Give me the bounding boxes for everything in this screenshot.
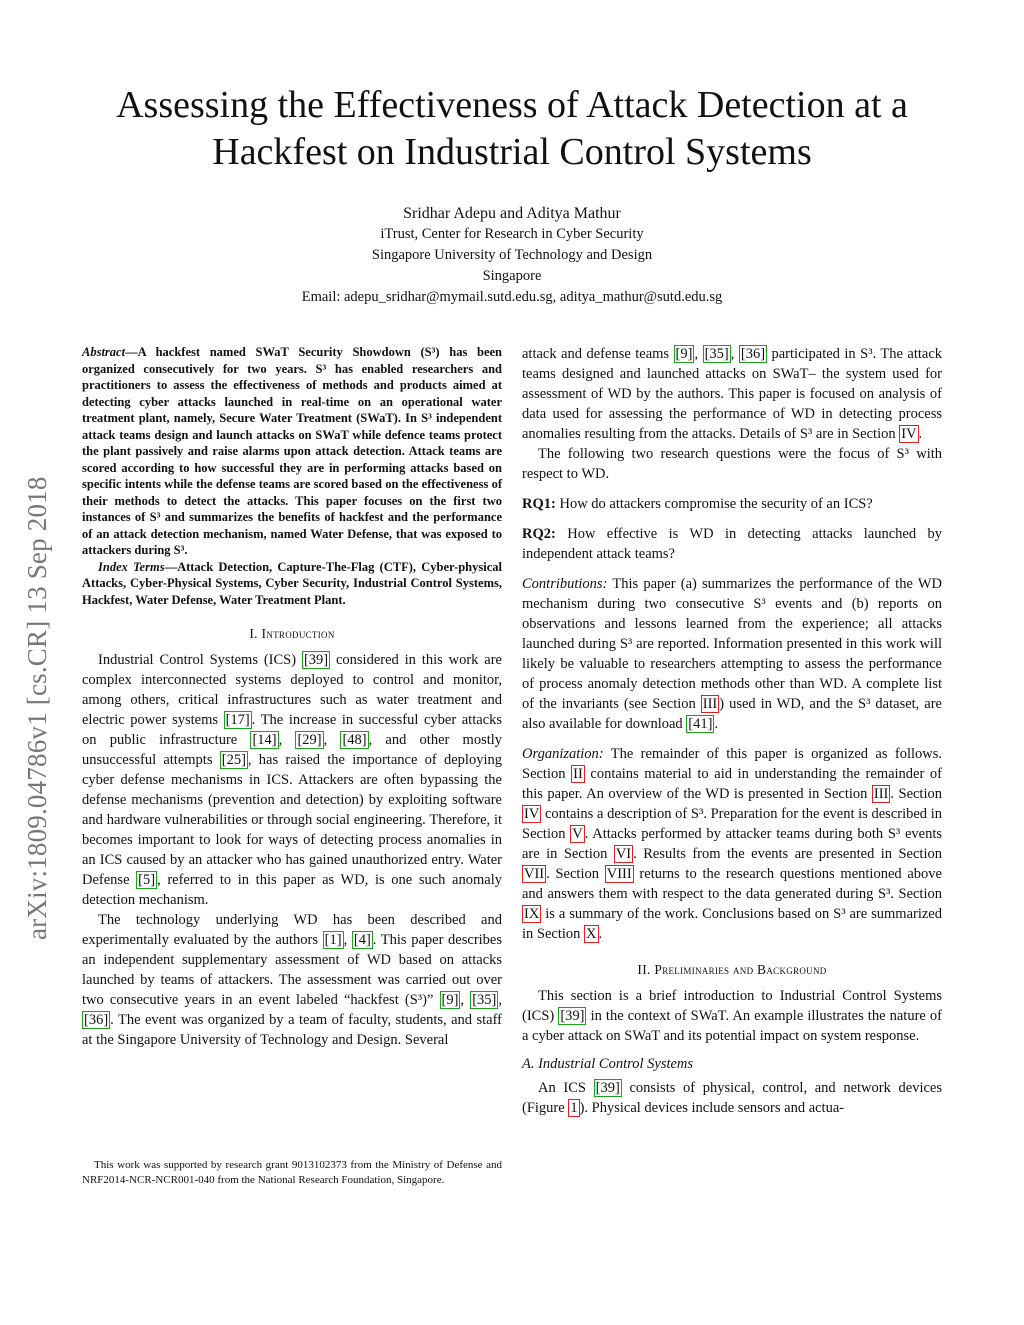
paragraph-text: ,	[730, 346, 739, 362]
paragraph-text: . This paper describes an independent supplementary assessment of WD based on attacks launched by teams of attackers. The assessment was carried out over two consecutive years in an event labeled “hackfest (S³)”	[82, 932, 503, 1008]
paragraph-text: ,	[694, 346, 703, 362]
cross-reference-link[interactable]: VI	[615, 846, 632, 862]
citation-link[interactable]: [25]	[221, 752, 246, 768]
paragraph-text: . Section	[890, 786, 942, 802]
author-block	[60, 203, 964, 308]
cross-reference-link[interactable]: VIII	[606, 866, 632, 882]
paragraph-text: attack and defense teams	[522, 346, 674, 362]
paragraph-text: This section is a brief introduction to Industrial Control Systems (ICS)	[522, 988, 942, 1024]
paragraph-text: , has raised the importance of deploying cyber defense mechanisms in ICS. Attackers are often bypassing the defense mechanisms (prevention and detection) by exploiting software and hardware vulnerabilities or through social engineering. Therefore, it becomes important to look for ways of detecting process anomalies in an ICS caused by an attacker who has gained unauthorized entry. Water Defense	[82, 752, 502, 888]
rq1-label: RQ1:	[522, 496, 556, 512]
cross-reference-link[interactable]: V	[572, 826, 583, 842]
subsection-heading-ics: A. Industrial Control Systems	[522, 1056, 694, 1072]
cross-reference-link[interactable]: II	[573, 766, 583, 782]
title-line-2: Hackfest on Industrial Control Systems	[212, 131, 812, 173]
citation-link[interactable]: [1]	[324, 932, 342, 948]
affiliation-line-3: Singapore	[482, 268, 542, 284]
cross-reference-link[interactable]: 1	[570, 1100, 578, 1116]
citation-link[interactable]: [17]	[225, 712, 250, 728]
cross-reference-link[interactable]: X	[586, 926, 597, 942]
paragraph-text: .	[918, 426, 923, 442]
section-heading-preliminaries	[522, 960, 942, 980]
organization-label: Organization:	[522, 746, 604, 762]
research-question-1	[522, 494, 942, 514]
title-line-1: Assessing the Effectiveness of Attack Detection at a	[116, 84, 908, 126]
paragraph-text: . Section	[546, 866, 605, 882]
citation-link[interactable]: [48]	[342, 732, 367, 748]
section-title: Introduction	[261, 626, 335, 641]
index-terms	[82, 559, 502, 609]
intro-paragraph-4: The following two research questions were the focus of S³ with respect to WD.	[522, 446, 942, 482]
citation-link[interactable]: [9]	[675, 346, 693, 362]
paragraph-text: , referred to in this paper as WD, is one such anomaly detection mechanism.	[82, 872, 502, 908]
index-terms-text: —Attack Detection, Capture-The-Flag (CTF), Cyber-physical Attacks, Cyber-Physical Systems, Cyber Security, Industrial Control Systems, Hackfest, Water Defense, Water Treatment Plant.	[82, 559, 502, 607]
paragraph-text: ,	[460, 992, 471, 1008]
paragraph-text: . Results from the events are presented in Section	[633, 846, 942, 862]
intro-paragraph-3	[522, 344, 942, 444]
citation-link[interactable]: [9]	[441, 992, 459, 1008]
research-question-2	[522, 524, 942, 564]
intro-paragraph-1	[82, 650, 502, 910]
paragraph-text: This paper (a) summarizes the performance of the WD mechanism during two consecutive S³ events and (b) reports on observations and lessons learned from the experience; all attacks launched during S³ are reported. Information presented in this work will likely be valuable to researchers attempting to assess the performance of process anomaly detection methods other than WD. A complete list of the invariants (see Section	[522, 576, 942, 712]
rq2-label: RQ2:	[522, 526, 556, 542]
abstract	[82, 344, 502, 559]
paragraph-text: ) used in WD, and the S³ dataset, are also available for download	[522, 696, 942, 732]
paragraph-text: ). Physical devices include sensors and actua-	[579, 1100, 845, 1116]
affiliation-line-1: iTrust, Center for Research in Cyber Security	[380, 226, 644, 242]
rq2-text: How effective is WD in detecting attacks launched by independent attack teams?	[522, 526, 942, 562]
abstract-text: —A hackfest named SWaT Security Showdown (S³) has been organized consecutively for two years. S³ has enabled researchers and practitioners to assess the effectiveness of methods and products aimed at detecting cyber attacks launched in real-time on an operational water treatment plant, namely, Secure Water Treatment (SWaT). In S³ independent attack teams design and launch attacks on SWaT while defence teams protect the plant passively and raise alarms upon attack detection. Attack teams are scored according to how successful they are in performing attacks based on specific intents while the defense teams are scored based on the effectiveness of their methods to detect the attacks. This paper focuses on the first two instances of S³ and summarizes the benefits of hackfest and the performance of an attack detection mechanism, named Water Defense, that was exposed to attackers during S³.	[82, 345, 502, 557]
paragraph-text: ,	[498, 992, 502, 1008]
contributions-label: Contributions:	[522, 576, 608, 592]
organization-body	[522, 746, 942, 943]
citation-link[interactable]: [41]	[688, 716, 713, 732]
paragraph-text: considered in this work are complex interconnected systems deployed to control and monitor, among others, critical infrastructures such as water treatment and electric power systems	[82, 652, 502, 728]
cross-reference-link[interactable]: IX	[524, 906, 540, 922]
citation-link[interactable]: [35]	[472, 992, 497, 1008]
section-title: Preliminaries and Background	[654, 962, 827, 977]
paragraph-text: The remainder of this paper is organized as follows. Section	[522, 746, 942, 782]
paragraph-text: Industrial Control Systems (ICS)	[98, 652, 302, 668]
paragraph-text: . The event was organized by a team of faculty, students, and staff at the Singapore University of Technology and Design. Several	[82, 1012, 502, 1048]
paragraph-text: consists of physical, control, and network devices (Figure	[522, 1080, 942, 1116]
contributions-body	[522, 576, 942, 733]
cross-reference-link[interactable]: IV	[901, 426, 917, 442]
paragraph-text: .	[598, 926, 603, 942]
affiliation-line-2: Singapore University of Technology and Design	[371, 247, 653, 263]
cross-reference-link[interactable]: IV	[524, 806, 540, 822]
left-column	[82, 344, 502, 1050]
citation-link[interactable]: [36]	[740, 346, 766, 362]
section-number: I.	[249, 626, 258, 641]
paragraph-text: returns to the research questions mentioned above and answers them with respect to the data generated during S³. Section	[522, 866, 942, 902]
right-column	[522, 344, 942, 1118]
author-emails: Email: adepu_sridhar@mymail.sutd.edu.sg, aditya_mathur@sutd.edu.sg	[301, 289, 723, 305]
paragraph-text: ,	[323, 732, 341, 748]
funding-footnote: This work was supported by research grant 9013102373 from the Ministry of Defense and NRF2014-NCR-NCR001-040 from the National Research Foundation, Singapore.	[82, 1159, 502, 1186]
citation-link[interactable]: [29]	[297, 732, 322, 748]
section-number: II.	[637, 962, 651, 977]
rq1-text: How do attackers compromise the security of an ICS?	[555, 496, 873, 512]
intro-paragraph-2	[82, 910, 502, 1050]
cross-reference-link[interactable]: III	[873, 786, 889, 802]
paragraph-text: in the context of SWaT. An example illustrates the nature of a cyber attack on SWaT and its potential impact on system response.	[522, 1008, 942, 1044]
paragraph-text: . The increase in successful cyber attacks on public infrastructure	[82, 712, 502, 748]
paragraph-text: contains a description of S³. Preparation for the event is described in Section	[522, 806, 942, 842]
index-terms-label: Index Terms	[98, 559, 165, 574]
paragraph-text: ,	[278, 732, 296, 748]
organization-paragraph	[522, 744, 942, 944]
paragraph-text: is a summary of the work. Conclusions based on S³ are summarized in Section	[522, 906, 942, 942]
paragraph-text: , and other mostly unsuccessful attempts	[82, 732, 503, 768]
citation-link[interactable]: [35]	[704, 346, 729, 362]
paragraph-text: contains material to aid in understanding the remainder of this paper. An overview of the WD is presented in Section	[522, 766, 943, 802]
ics-paragraph	[522, 1078, 942, 1118]
citation-link[interactable]: [39]	[560, 1008, 585, 1024]
abstract-label: Abstract	[82, 345, 126, 359]
cross-reference-link[interactable]: III	[702, 696, 718, 712]
author-names: Sridhar Adepu and Aditya Mathur	[403, 205, 621, 222]
paragraph-text: participated in S³. The attack teams designed and launched attacks on SWaT– the system used for assessment of WD by the authors. This paper is focused on analysis of data used for assessing the performance of WD in detecting process anomalies resulting from the attacks. Details of S³ are in Section	[522, 346, 943, 442]
citation-link[interactable]: [14]	[252, 732, 277, 748]
paragraph-text: . Attacks performed by attacker teams during both S³ events are in Section	[522, 826, 942, 862]
paragraph-text: An ICS	[538, 1080, 594, 1096]
paper-title	[60, 82, 964, 176]
paragraph-text: The technology underlying WD has been described and experimentally evaluated by the authors	[82, 912, 502, 948]
citation-link[interactable]: [36]	[84, 1012, 109, 1028]
arxiv-identifier-stamp: arXiv:1809.04786v1 [cs.CR] 13 Sep 2018	[22, 476, 52, 940]
section-heading-introduction	[82, 624, 502, 644]
cross-reference-link[interactable]: VII	[524, 866, 545, 882]
preliminaries-paragraph	[522, 986, 942, 1046]
paragraph-text: .	[714, 716, 719, 732]
contributions-paragraph	[522, 574, 942, 734]
citation-link[interactable]: [5]	[138, 872, 156, 888]
citation-link[interactable]: [39]	[303, 652, 329, 668]
citation-link[interactable]: [4]	[353, 932, 371, 948]
paragraph-text: ,	[343, 932, 352, 948]
citation-link[interactable]: [39]	[595, 1080, 620, 1096]
